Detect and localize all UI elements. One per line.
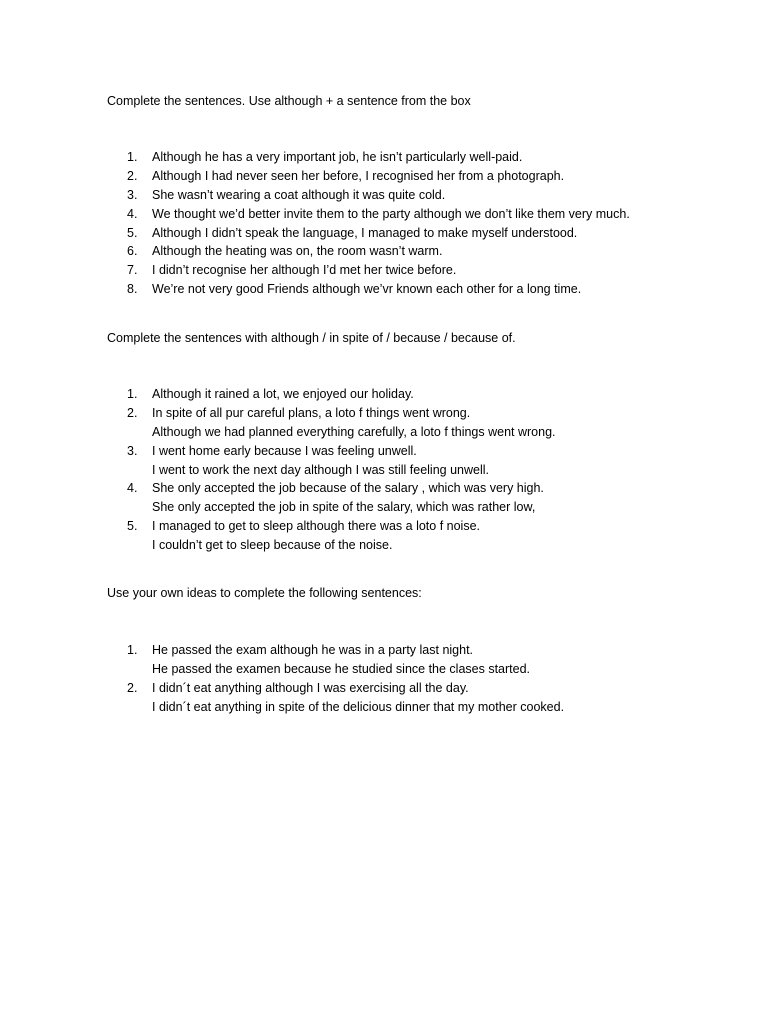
sentence: He passed the exam although he was in a party last night. — [152, 643, 474, 657]
sentence: I went to work the next day although I was still feeling unwell. — [152, 462, 489, 477]
list-item — [107, 280, 630, 299]
section-1-title: Complete the sentences. Use although + a sentence from the box — [107, 94, 471, 108]
sentence: Although the heating was on, the room wasn’t warm. — [152, 244, 443, 259]
item-number: 6. — [127, 244, 138, 259]
sentence: Although he has a very important job, he isn’t particularly well-paid. — [152, 150, 523, 164]
list-item — [107, 242, 630, 261]
list-item — [107, 385, 556, 404]
sentence: I didn´t eat anything in spite of the delicious dinner that my mother cooked. — [152, 699, 565, 714]
item-number: 1. — [127, 387, 138, 401]
item-number: 1. — [127, 643, 138, 657]
section-3-title: Use your own ideas to complete the following sentences: — [107, 586, 422, 600]
list-item — [107, 442, 556, 480]
sentence: She wasn’t wearing a coat although it was quite cold. — [152, 187, 446, 202]
item-number: 1. — [127, 150, 138, 164]
item-number: 5. — [127, 519, 138, 534]
sentence: I didn’t recognise her although I’d met her twice before. — [152, 263, 457, 278]
sentence: I couldn’t get to sleep because of the noise. — [152, 538, 393, 553]
list-item — [107, 479, 556, 517]
list-item — [107, 148, 630, 167]
list-item — [107, 679, 564, 717]
list-item — [107, 261, 630, 280]
sentence: She only accepted the job in spite of the salary, which was rather low, — [152, 500, 536, 515]
section-2-title: Complete the sentences with although / in spite of / because / because of. — [107, 331, 516, 345]
sentence: Although we had planned everything carefully, a loto f things went wrong. — [152, 424, 556, 439]
item-number: 4. — [127, 206, 138, 221]
sentence: I managed to get to sleep although there was a loto f noise. — [152, 519, 480, 534]
list-item — [107, 224, 630, 243]
list-item — [107, 167, 630, 186]
sentence: Although I had never seen her before, I recognised her from a photograph. — [152, 168, 565, 183]
sentence: In spite of all pur careful plans, a loto f things went wrong. — [152, 405, 471, 420]
sentence: She only accepted the job because of the salary , which was very high. — [152, 481, 544, 496]
section-3-list — [107, 641, 564, 717]
sentence: Although it rained a lot, we enjoyed our holiday. — [152, 387, 414, 401]
section-1-list — [107, 148, 630, 299]
sentence: We’re not very good Friends although we’vr known each other for a long time. — [152, 282, 582, 297]
sentence: Although I didn’t speak the language, I managed to make myself understood. — [152, 225, 578, 240]
sentence: I didn´t eat anything although I was exercising all the day. — [152, 680, 469, 695]
item-number: 2. — [127, 168, 138, 183]
item-number: 5. — [127, 225, 138, 240]
list-item — [107, 186, 630, 205]
list-item — [107, 404, 556, 442]
item-number: 8. — [127, 282, 138, 297]
item-number: 4. — [127, 481, 138, 496]
item-number: 3. — [127, 187, 138, 202]
sentence: We thought we’d better invite them to the party although we don’t like them very much. — [152, 206, 630, 221]
sentence: I went home early because I was feeling unwell. — [152, 443, 417, 458]
list-item — [107, 517, 556, 555]
list-item — [107, 641, 564, 679]
list-item — [107, 205, 630, 224]
item-number: 7. — [127, 263, 138, 278]
section-2-list — [107, 385, 556, 555]
sentence: He passed the examen because he studied since the clases started. — [152, 661, 531, 676]
item-number: 2. — [127, 680, 138, 695]
item-number: 2. — [127, 405, 138, 420]
item-number: 3. — [127, 443, 138, 458]
